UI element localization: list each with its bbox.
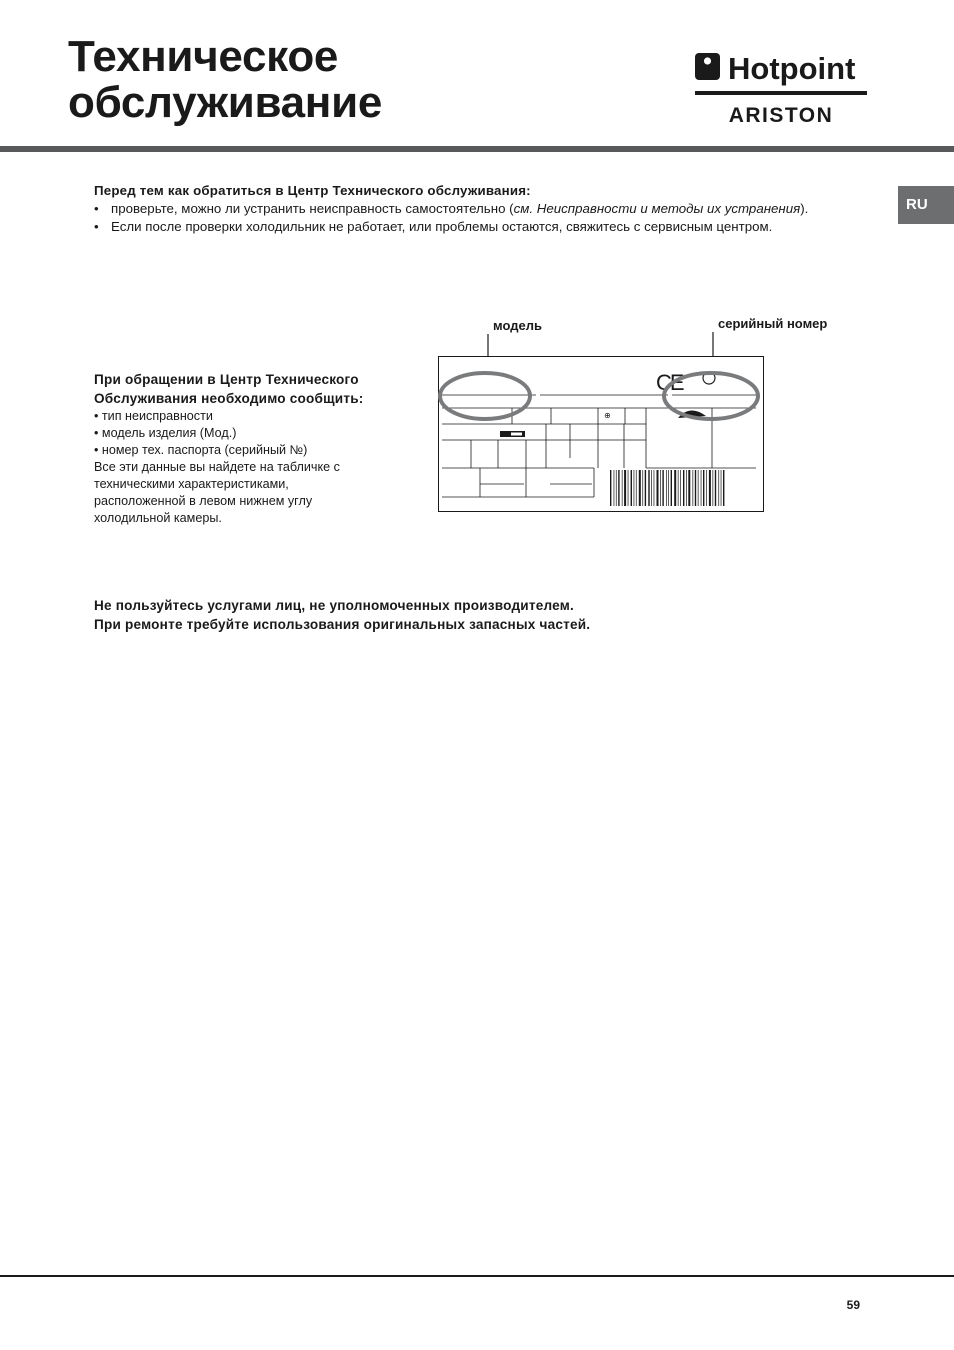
contact-info-section [94, 370, 414, 527]
rating-plate-diagram [438, 356, 764, 512]
warning-section [94, 596, 854, 634]
warning-line1: Не пользуйтесь услугами лиц, не уполномоченных производителем. [94, 598, 574, 613]
barcode-bar [660, 470, 661, 506]
barcode-bar [703, 470, 704, 506]
brand-subname: ARISTON [728, 104, 834, 126]
barcode-bar [666, 470, 667, 506]
barcode-bar [668, 470, 669, 506]
barcode-bar [721, 470, 722, 506]
intro-list [94, 200, 854, 236]
barcode-bar [648, 470, 649, 506]
info-note-line3: расположенной в левом нижнем углу [94, 494, 313, 508]
barcode-bar [701, 470, 702, 506]
intro-heading: Перед тем как обратиться в Центр Технического обслуживания: [94, 183, 531, 198]
intro-item-contact-service: • Если после проверки холодильник не работает, или проблемы остаются, свяжитесь с сервисным центром. [94, 218, 854, 236]
page-title [68, 34, 382, 126]
barcode-bar [709, 470, 711, 506]
page-title-line1: Техническое [68, 32, 339, 81]
brand-name: Hotpoint [728, 51, 856, 86]
barcode-bar [698, 470, 699, 506]
barcode-bar [706, 470, 707, 506]
barcode-bar [622, 470, 623, 506]
barcode-bar [657, 470, 659, 506]
info-item-model: • модель изделия (Мод.) [94, 426, 237, 440]
barcode-bar [645, 470, 646, 506]
barcode-bar [686, 470, 687, 506]
info-note-line4: холодильной камеры. [94, 511, 222, 525]
barcode-bar [651, 470, 652, 506]
info-item-fault-type: • тип неисправности [94, 409, 213, 423]
intro-section [94, 182, 854, 236]
serial-callout-label: серийный номер [718, 316, 828, 331]
barcode-bar [624, 470, 626, 506]
page-number: 59 [846, 1298, 860, 1312]
intro-item-self-check [94, 200, 854, 218]
barcode-bar [634, 470, 635, 506]
barcode-bar [718, 470, 719, 506]
barcode-bar [639, 470, 641, 506]
barcode-bar [683, 470, 684, 506]
barcode-bar [723, 470, 724, 506]
barcode-bar [688, 470, 690, 506]
plate-symbol: ⊕ [604, 411, 611, 420]
barcode-bar [680, 470, 681, 506]
ce-mark: CE [656, 370, 683, 395]
info-note-line1: Все эти данные вы найдете на табличке с [94, 460, 340, 474]
barcode-bar [610, 470, 611, 506]
info-note-line2: техническими характеристиками, [94, 477, 289, 491]
barcode-bar [636, 470, 637, 506]
contact-info-heading-line2: Обслуживания необходимо сообщить: [94, 391, 364, 406]
barcode-bar [614, 470, 615, 506]
barcode-bar [693, 470, 694, 506]
barcode-bar [631, 470, 632, 506]
warning-line2: При ремонте требуйте использования оригинальных запасных частей. [94, 617, 591, 632]
barcode-bar [671, 470, 672, 506]
header-rule [0, 146, 954, 152]
intro-item-text-end: ). [800, 201, 809, 216]
barcode-bar [678, 470, 679, 506]
barcode-bar [715, 470, 716, 506]
barcode-bar [654, 470, 655, 506]
footer-rule [0, 1275, 954, 1277]
barcode-bar [642, 470, 643, 506]
brand-logo [694, 50, 868, 126]
info-item-serial: • номер тех. паспорта (серийный №) [94, 443, 308, 457]
page-title-line2: обслуживание [68, 78, 383, 127]
barcode-bar [618, 470, 619, 506]
barcode-bar [695, 470, 696, 506]
barcode-bar [662, 470, 663, 506]
barcode-bar [713, 470, 714, 506]
language-tab: RU [898, 186, 954, 224]
intro-item-text: проверьте, можно ли устранить неисправность самостоятельно ( [111, 201, 514, 216]
barcode-bar [674, 470, 676, 506]
model-callout-label: модель [493, 318, 542, 333]
troubleshooting-reference: см. Неисправности и методы их устранения [513, 201, 801, 216]
barcode-bar [628, 470, 629, 506]
barcode-bar [616, 470, 617, 506]
contact-info-heading [94, 370, 414, 408]
contact-info-heading-line1: При обращении в Центр Технического [94, 372, 359, 387]
